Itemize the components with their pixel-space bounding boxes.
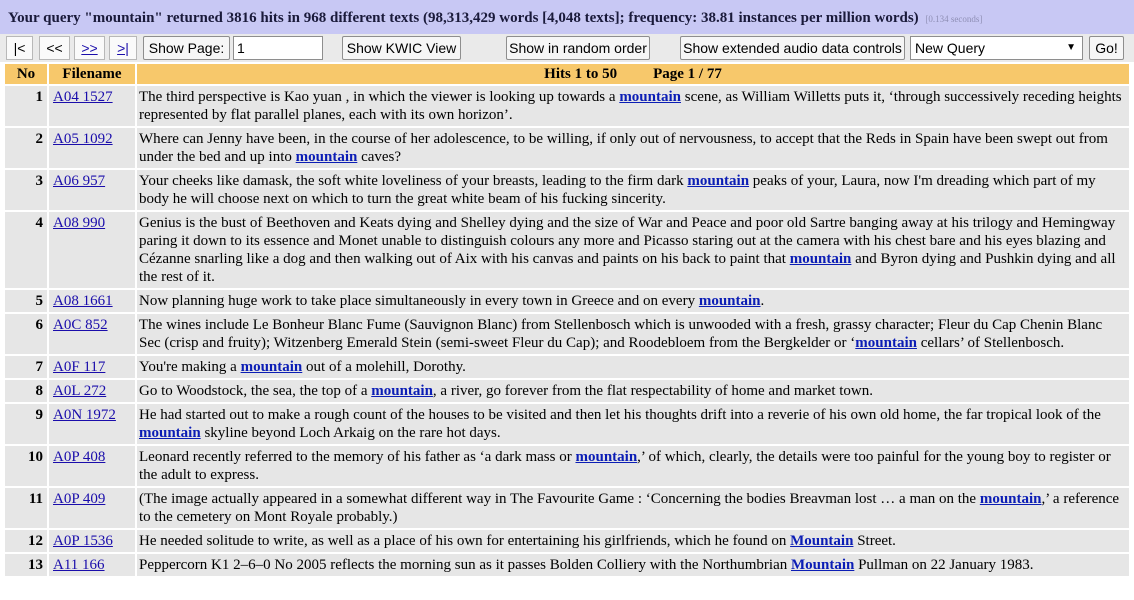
right-context: caves?: [357, 149, 402, 165]
filename-link[interactable]: A0F 117: [53, 359, 106, 375]
left-context: You're making a: [139, 359, 241, 375]
filename-cell: [49, 530, 135, 552]
right-context: Street.: [853, 533, 896, 549]
table-row: [5, 488, 1129, 528]
left-context: Peppercorn K1 2–6–0 No 2005 reflects the morning sun as it passes Bolden Colliery with the Northumbrian: [139, 557, 791, 573]
search-hit-link[interactable]: Mountain: [790, 533, 854, 549]
context-cell: [137, 170, 1129, 210]
left-context: He had started out to make a rough count of the houses to be visited and then let his thoughts drift into a reverie of his own old home, the far tropical look of the: [139, 407, 1101, 423]
left-context: The wines include Le Bonheur Blanc Fume (Sauvignon Blanc) from Stellenbosch which is unwooded with a fresh, grassy character; Fleur du Cap Chenin Blanc Sec (crisp and fruity); Witzenberg Emerald Stein (semi-sweet Fleur du Cap); and Roodebloem from the Bergkelder or ‘: [139, 317, 1103, 351]
search-hit-link[interactable]: mountain: [371, 383, 433, 399]
hit-number: 5: [5, 290, 47, 312]
filename-cell: [49, 404, 135, 444]
context-cell: [137, 212, 1129, 288]
hit-number: 2: [5, 128, 47, 168]
query-time: [0.134 seconds]: [925, 14, 983, 24]
filename-cell: [49, 356, 135, 378]
filename-link[interactable]: A0C 852: [53, 317, 108, 333]
search-hit-link[interactable]: mountain: [575, 449, 638, 465]
hits-header: [137, 64, 1129, 84]
filename-cell: [49, 86, 135, 126]
left-context: Go to Woodstock, the sea, the top of a: [139, 383, 372, 399]
table-row: [5, 554, 1129, 576]
hit-number: 10: [5, 446, 47, 486]
filename-link[interactable]: A0L 272: [53, 383, 107, 399]
right-context: .: [760, 293, 765, 309]
hit-number: 3: [5, 170, 47, 210]
context-cell: [137, 530, 1129, 552]
last-page-button[interactable]: >|: [109, 36, 137, 60]
query-summary: [0, 0, 1134, 38]
search-hit-link[interactable]: mountain: [295, 149, 358, 165]
filename-link[interactable]: A06 957: [53, 173, 106, 189]
table-row: [5, 290, 1129, 312]
search-hit-link[interactable]: mountain: [619, 89, 681, 105]
right-context: cellars’ of Stellenbosch.: [916, 335, 1065, 351]
search-hit-link[interactable]: mountain: [698, 293, 761, 309]
table-row: [5, 86, 1129, 126]
filename-cell: [49, 488, 135, 528]
left-context: Leonard recently referred to the memory of his father as ‘a dark mass or: [139, 449, 576, 465]
table-row: [5, 128, 1129, 168]
hits-range: Hits 1 to 50: [544, 65, 618, 82]
context-cell: [137, 86, 1129, 126]
table-row: [5, 314, 1129, 354]
hit-number: 6: [5, 314, 47, 354]
context-cell: [137, 554, 1129, 576]
context-cell: [137, 488, 1129, 528]
filename-cell: [49, 446, 135, 486]
filename-link[interactable]: A05 1092: [53, 131, 113, 147]
hit-number: 9: [5, 404, 47, 444]
concordance-rows: [5, 86, 1129, 576]
audio-controls-button[interactable]: Show extended audio data controls: [680, 36, 905, 60]
table-row: [5, 380, 1129, 402]
table-row: [5, 356, 1129, 378]
right-context: skyline beyond Loch Arkaig on the rare hot days.: [200, 425, 501, 441]
search-hit-link[interactable]: mountain: [240, 359, 303, 375]
left-context: Where can Jenny have been, in the course of her adolescence, to be willing, if only out of nervousness, to accept that the Reds in Spain have been swept out from under the bed and up into: [139, 131, 1108, 165]
search-hit-link[interactable]: Mountain: [790, 557, 855, 573]
random-order-button[interactable]: Show in random order: [506, 36, 650, 60]
search-hit-link[interactable]: mountain: [789, 251, 852, 267]
table-header-row: [5, 64, 1129, 84]
left-context: Your cheeks like damask, the soft white loveliness of your breasts, leading to the firm dark: [139, 173, 688, 189]
context-cell: [137, 404, 1129, 444]
table-row: [5, 170, 1129, 210]
right-context: ,’ of which, clearly, the details were too painful for the young boy to register or the adult to express.: [139, 449, 1111, 483]
filename-link[interactable]: A0P 409: [53, 491, 106, 507]
filename-cell: [49, 212, 135, 288]
filename-link[interactable]: A0N 1972: [53, 407, 116, 423]
page-number-input[interactable]: 1: [233, 36, 323, 60]
context-cell: [137, 446, 1129, 486]
table-row: [5, 530, 1129, 552]
search-hit-link[interactable]: mountain: [855, 335, 917, 351]
filename-link[interactable]: A04 1527: [53, 89, 113, 105]
context-cell: [137, 314, 1129, 354]
filename-cell: [49, 554, 135, 576]
go-button[interactable]: Go!: [1089, 36, 1124, 60]
left-context: Now planning huge work to take place simultaneously in every town in Greece and on every: [139, 293, 699, 309]
filename-link[interactable]: A08 990: [53, 215, 106, 231]
hit-number: 13: [5, 554, 47, 576]
concordance-toolbar: [0, 34, 1134, 62]
right-context: scene, as William Willetts puts it, ‘through successively receding heights represented by flat parallel planes, each with its own horizon’.: [139, 89, 1122, 123]
show-kwic-view-button[interactable]: Show KWIC View: [342, 36, 461, 60]
search-hit-link[interactable]: mountain: [687, 173, 750, 189]
filename-link[interactable]: A11 166: [53, 557, 105, 573]
hit-number: 11: [5, 488, 47, 528]
filename-cell: [49, 170, 135, 210]
column-header-no: No: [5, 64, 47, 84]
table-row: [5, 212, 1129, 288]
column-header-filename: Filename: [49, 64, 135, 84]
filename-link[interactable]: A0P 1536: [53, 533, 113, 549]
context-cell: [137, 128, 1129, 168]
right-context: Pullman on 22 January 1983.: [854, 557, 1034, 573]
chevron-down-icon: ▼: [1066, 42, 1076, 53]
filename-cell: [49, 128, 135, 168]
left-context: The third perspective is Kao yuan , in which the viewer is looking up towards a: [139, 89, 620, 105]
left-context: Genius is the bust of Beethoven and Keats dying and Shelley dying and the size of War and Peace and poor old Sartre banging away at his trilogy and Hemingway paring it down to its essence and Monet unable to distinguish colours any more and Picasso staring out at the camera with his chest bare and his eyes blazing and Cézanne snarling like a dog and then walking out of Aix with his canvas and paints on his back to paint that: [139, 215, 1116, 267]
left-context: He needed solitude to write, as well as a place of his own for entertaining his girlfriends, which he found on: [139, 533, 791, 549]
left-context: (The image actually appeared in a somewhat different way in The Favourite Game : ‘Concerning the bodies Breavman lost … a man on the: [139, 491, 980, 507]
query-action-value: New Query: [915, 40, 986, 56]
filename-cell: [49, 290, 135, 312]
context-cell: [137, 356, 1129, 378]
filename-link[interactable]: A08 1661: [53, 293, 113, 309]
right-context: peaks of your, Laura, now I'm dreading which part of my body he will choose next on which to turn the great white beam of his fucking sincerity.: [139, 173, 1096, 207]
next-page-button[interactable]: >>: [74, 36, 105, 60]
table-row: [5, 404, 1129, 444]
search-hit-link[interactable]: mountain: [979, 491, 1042, 507]
filename-link[interactable]: A0P 408: [53, 449, 106, 465]
search-hit-link[interactable]: mountain: [139, 425, 201, 441]
context-cell: [137, 380, 1129, 402]
hit-number: 4: [5, 212, 47, 288]
right-context: , a river, go forever from the flat respectability of home and market town.: [432, 383, 873, 399]
filename-cell: [49, 380, 135, 402]
hit-number: 1: [5, 86, 47, 126]
first-page-button[interactable]: |<: [6, 36, 33, 60]
filename-cell: [49, 314, 135, 354]
right-context: ,’ a reference to the cemetery on Mont Royale probably.): [139, 491, 1120, 525]
summary-text: Your query "mountain" returned 3816 hits in 968 different texts (98,313,429 words [4,048 texts]; frequency: 38.81 instances per million words): [8, 10, 919, 26]
query-action-select[interactable]: [910, 36, 1083, 60]
table-row: [5, 446, 1129, 486]
hit-number: 8: [5, 380, 47, 402]
page-info: Page 1 / 77: [653, 65, 722, 82]
context-cell: [137, 290, 1129, 312]
concordance-table: [3, 62, 1131, 578]
previous-page-button[interactable]: <<: [39, 36, 70, 60]
right-context: out of a molehill, Dorothy.: [302, 359, 466, 375]
hit-number: 7: [5, 356, 47, 378]
hit-number: 12: [5, 530, 47, 552]
right-context: and Byron dying and Pushkin dying and all the rest of it.: [139, 251, 1116, 285]
show-page-button[interactable]: Show Page:: [143, 36, 230, 60]
